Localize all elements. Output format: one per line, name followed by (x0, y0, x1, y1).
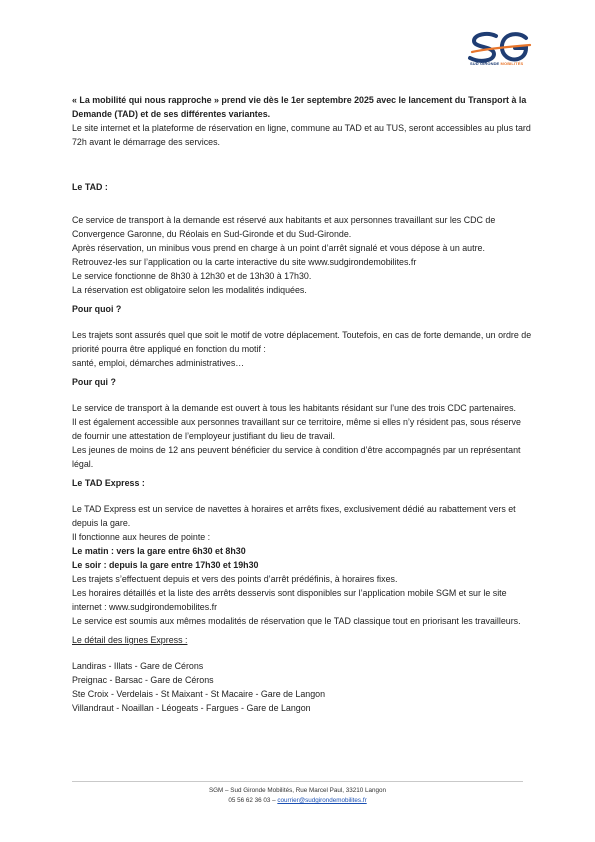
pourquoi-paragraph-1: Les trajets sont assurés quel que soit le motif de votre déplacement. Toutefois, en cas de forte demande, un ordre de priorité pourra être appliqué en fonction du motif : (72, 330, 532, 354)
tad-paragraph-3: Retrouvez-les sur l’application ou la carte interactive du site www.sudgirondemobilites.fr (72, 257, 417, 267)
footer-divider (72, 781, 523, 782)
pourqui-paragraph-2: Il est également accessible aux personnes travaillant sur ce territoire, même si elles n’y résident pas, sous réserve de fournir une attestation de l’employeur justifiant du lieu de travail. (72, 417, 521, 441)
footer-contact (0, 796, 595, 806)
tad-paragraph-1: Ce service de transport à la demande est réservé aux habitants et aux personnes travaillant sur les CDC de Convergence Garonne, du Réolais en Sud-Gironde et du Sud-Gironde. (72, 215, 496, 239)
list-item: Preignac - Barsac - Gare de Cérons (72, 675, 214, 685)
pourquoi-heading: Pour quoi ? (72, 304, 122, 314)
express-evening-hours: Le soir : depuis la gare entre 17h30 et 19h30 (72, 560, 259, 570)
express-paragraph-3: Les trajets s’effectuent depuis et vers des points d’arrêt prédéfinis, à horaires fixes. (72, 574, 398, 584)
footer-address: SGM – Sud Gironde Mobilités, Rue Marcel Paul, 33210 Langon (208, 787, 387, 794)
express-paragraph-1: Le TAD Express est un service de navettes à horaires et arrêts fixes, exclusivement dédié au rabattement vers et depuis la gare. (72, 504, 516, 528)
logo-s-letter (470, 34, 496, 61)
pourqui-heading: Pour qui ? (72, 377, 116, 387)
logo-tagline-part1: SUD GIRONDE (470, 61, 500, 66)
footer-phone: 05 56 62 36 03 – (228, 797, 276, 804)
tad-paragraph-4: Le service fonctionne de 8h30 à 12h30 et de 13h30 à 17h30. (72, 271, 312, 281)
lines-heading: Le détail des lignes Express : (72, 635, 188, 645)
tad-paragraph-5: La réservation est obligatoire selon les modalités indiquées. (72, 285, 307, 295)
express-heading: Le TAD Express : (72, 478, 145, 488)
pourquoi-paragraph-2: santé, emploi, démarches administratives… (72, 358, 245, 368)
intro-text: Le site internet et la plateforme de réservation en ligne, commune au TAD et au TUS, seront accessibles au plus tard 72h avant le démarrage des services. (72, 123, 531, 147)
tad-heading: Le TAD : (72, 182, 108, 192)
document-body (72, 93, 532, 715)
logo-tagline-part2: MOBILITÉS (500, 61, 524, 66)
express-morning-hours: Le matin : vers la gare entre 6h30 et 8h30 (72, 546, 246, 556)
express-paragraph-5: Le service est soumis aux mêmes modalités de réservation que le TAD classique tout en priorisant les travailleurs. (72, 616, 521, 626)
pourqui-paragraph-3: Les jeunes de moins de 12 ans peuvent bénéficier du service à condition d’être accompagnés par un représentant légal. (72, 445, 521, 469)
express-lines-list (72, 659, 532, 715)
intro-headline: « La mobilité qui nous rapproche » prend vie dès le 1er septembre 2025 avec le lancement du Transport à la Demande (TAD) et de ses différentes variantes. (72, 95, 527, 119)
express-paragraph-2: Il fonctionne aux heures de pointe : (72, 532, 211, 542)
footer (0, 786, 595, 806)
list-item: Landiras - Illats - Gare de Cérons (72, 661, 204, 671)
list-item: Villandraut - Noaillan - Léogeats - Fargues - Gare de Langon (72, 703, 311, 713)
footer-email-link[interactable]: courrier@sudgirondemobilites.fr (277, 797, 367, 804)
list-item: Ste Croix - Verdelais - St Maixant - St Macaire - Gare de Langon (72, 689, 326, 699)
tad-paragraph-2: Après réservation, un minibus vous prend en charge à un point d’arrêt signalé et vous dépose à un autre. (72, 243, 485, 253)
express-paragraph-4: Les horaires détaillés et la liste des arrêts desservis sont disponibles sur l’application mobile SGM et sur le site internet : www.sudgirondemobilites.fr (72, 588, 507, 612)
logo-tagline (470, 61, 523, 66)
pourqui-paragraph-1: Le service de transport à la demande est ouvert à tous les habitants résidant sur l’une des trois CDC partenaires. (72, 403, 516, 413)
